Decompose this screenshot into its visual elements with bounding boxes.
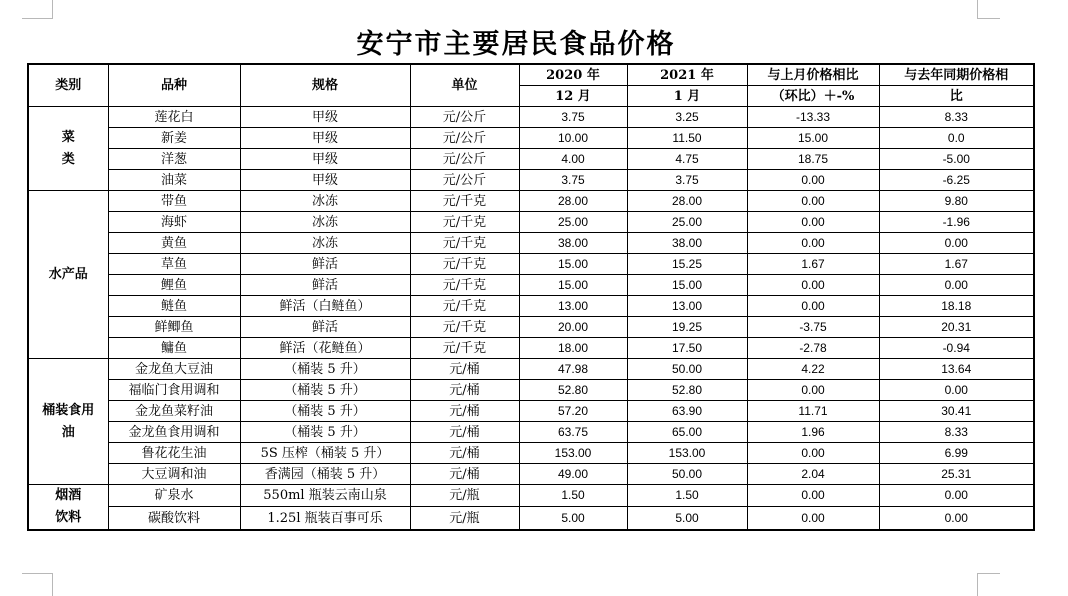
table-row: [28, 128, 1034, 149]
unit-cell: 元/千克: [410, 191, 519, 212]
category-cell: 桶装食用 油: [28, 359, 108, 485]
cur-price-cell: 153.00: [627, 443, 747, 464]
variety-cell: 黄鱼: [108, 233, 240, 254]
header-cur-month: 1 月: [627, 86, 747, 107]
yoy-change-cell: -5.00: [879, 149, 1034, 170]
header-prev-month: 12 月: [519, 86, 627, 107]
variety-cell: 鲁花花生油: [108, 443, 240, 464]
prev-price-cell: 47.98: [519, 359, 627, 380]
spec-cell: （桶装 5 升）: [240, 401, 410, 422]
prev-price-cell: 3.75: [519, 170, 627, 191]
table-row: [28, 191, 1034, 212]
variety-cell: 碳酸饮料: [108, 507, 240, 530]
yoy-change-cell: 30.41: [879, 401, 1034, 422]
mom-change-cell: 0.00: [747, 191, 879, 212]
variety-cell: 草鱼: [108, 254, 240, 275]
yoy-change-cell: 0.00: [879, 380, 1034, 401]
table-row: [28, 338, 1034, 359]
unit-cell: 元/桶: [410, 464, 519, 485]
spec-cell: 1.25l 瓶装百事可乐: [240, 507, 410, 530]
prev-price-cell: 25.00: [519, 212, 627, 233]
spec-cell: （桶装 5 升）: [240, 359, 410, 380]
page-corner-mark: [22, 0, 53, 19]
prev-price-cell: 4.00: [519, 149, 627, 170]
table-row: [28, 359, 1034, 380]
prev-price-cell: 52.80: [519, 380, 627, 401]
yoy-change-cell: 25.31: [879, 464, 1034, 485]
variety-cell: 鲤鱼: [108, 275, 240, 296]
variety-cell: 油菜: [108, 170, 240, 191]
mom-change-cell: 0.00: [747, 170, 879, 191]
mom-change-cell: 0.00: [747, 275, 879, 296]
cur-price-cell: 5.00: [627, 507, 747, 530]
mom-change-cell: 0.00: [747, 380, 879, 401]
spec-cell: 甲级: [240, 128, 410, 149]
spec-cell: 甲级: [240, 107, 410, 128]
cur-price-cell: 63.90: [627, 401, 747, 422]
prev-price-cell: 10.00: [519, 128, 627, 149]
header-row: [28, 64, 1034, 86]
variety-cell: 莲花白: [108, 107, 240, 128]
spec-cell: 冰冻: [240, 191, 410, 212]
cur-price-cell: 50.00: [627, 464, 747, 485]
unit-cell: 元/公斤: [410, 170, 519, 191]
mom-change-cell: 0.00: [747, 296, 879, 317]
prev-price-cell: 3.75: [519, 107, 627, 128]
yoy-change-cell: 0.0: [879, 128, 1034, 149]
cur-price-cell: 25.00: [627, 212, 747, 233]
mom-change-cell: 0.00: [747, 233, 879, 254]
cur-price-cell: 28.00: [627, 191, 747, 212]
table-row: [28, 149, 1034, 170]
mom-change-cell: 11.71: [747, 401, 879, 422]
spec-cell: 香满园（桶装 5 升）: [240, 464, 410, 485]
unit-cell: 元/千克: [410, 338, 519, 359]
variety-cell: 福临门食用调和: [108, 380, 240, 401]
yoy-change-cell: 0.00: [879, 507, 1034, 530]
cur-price-cell: 11.50: [627, 128, 747, 149]
document-title: 安宁市主要居民食品价格: [356, 29, 676, 60]
header-variety: 品种: [108, 64, 240, 107]
unit-cell: 元/公斤: [410, 107, 519, 128]
spec-cell: 鲜活: [240, 317, 410, 338]
yoy-change-cell: -0.94: [879, 338, 1034, 359]
prev-price-cell: 49.00: [519, 464, 627, 485]
spec-cell: 5S 压榨（桶装 5 升）: [240, 443, 410, 464]
cur-price-cell: 1.50: [627, 485, 747, 507]
yoy-change-cell: 13.64: [879, 359, 1034, 380]
header-unit: 单位: [410, 64, 519, 107]
unit-cell: 元/公斤: [410, 128, 519, 149]
page-corner-mark: [22, 573, 53, 596]
cur-price-cell: 3.75: [627, 170, 747, 191]
table-row: [28, 296, 1034, 317]
mom-change-cell: 0.00: [747, 507, 879, 530]
table-row: [28, 485, 1034, 507]
prev-price-cell: 28.00: [519, 191, 627, 212]
spec-cell: 鲜活（花鲢鱼）: [240, 338, 410, 359]
spec-cell: （桶装 5 升）: [240, 380, 410, 401]
variety-cell: 矿泉水: [108, 485, 240, 507]
page-corner-mark: [977, 573, 1000, 596]
variety-cell: 海虾: [108, 212, 240, 233]
mom-change-cell: 1.67: [747, 254, 879, 275]
mom-change-cell: -13.33: [747, 107, 879, 128]
yoy-change-cell: -6.25: [879, 170, 1034, 191]
unit-cell: 元/千克: [410, 317, 519, 338]
variety-cell: 大豆调和油: [108, 464, 240, 485]
price-table: [27, 63, 1035, 531]
table-row: [28, 422, 1034, 443]
mom-change-cell: 15.00: [747, 128, 879, 149]
yoy-change-cell: 0.00: [879, 485, 1034, 507]
table-row: [28, 170, 1034, 191]
variety-cell: 金龙鱼菜籽油: [108, 401, 240, 422]
cur-price-cell: 15.25: [627, 254, 747, 275]
mom-change-cell: 4.22: [747, 359, 879, 380]
unit-cell: 元/千克: [410, 233, 519, 254]
mom-change-cell: 18.75: [747, 149, 879, 170]
prev-price-cell: 18.00: [519, 338, 627, 359]
page-corner-mark: [977, 0, 1000, 19]
category-cell: 菜 类: [28, 107, 108, 191]
prev-price-cell: 15.00: [519, 254, 627, 275]
prev-price-cell: 20.00: [519, 317, 627, 338]
spec-cell: 甲级: [240, 149, 410, 170]
table-row: [28, 464, 1034, 485]
prev-price-cell: 153.00: [519, 443, 627, 464]
yoy-change-cell: 6.99: [879, 443, 1034, 464]
cur-price-cell: 13.00: [627, 296, 747, 317]
prev-price-cell: 63.75: [519, 422, 627, 443]
mom-change-cell: 0.00: [747, 485, 879, 507]
variety-cell: 鳙鱼: [108, 338, 240, 359]
yoy-change-cell: 0.00: [879, 233, 1034, 254]
variety-cell: 金龙鱼食用调和: [108, 422, 240, 443]
mom-change-cell: 0.00: [747, 443, 879, 464]
header-spec: 规格: [240, 64, 410, 107]
spec-cell: 鲜活（白鲢鱼）: [240, 296, 410, 317]
yoy-change-cell: 0.00: [879, 275, 1034, 296]
unit-cell: 元/千克: [410, 254, 519, 275]
unit-cell: 元/千克: [410, 296, 519, 317]
spec-cell: 鲜活: [240, 275, 410, 296]
yoy-change-cell: -1.96: [879, 212, 1034, 233]
table-row: [28, 233, 1034, 254]
unit-cell: 元/公斤: [410, 149, 519, 170]
header-category: 类别: [28, 64, 108, 107]
category-cell: 水产品: [28, 191, 108, 359]
cur-price-cell: 19.25: [627, 317, 747, 338]
header-mom-line1: 与上月价格相比: [747, 64, 879, 86]
unit-cell: 元/桶: [410, 359, 519, 380]
prev-price-cell: 13.00: [519, 296, 627, 317]
header-prev-year: 2020 年: [519, 64, 627, 86]
header-cur-year: 2021 年: [627, 64, 747, 86]
table-row: [28, 401, 1034, 422]
yoy-change-cell: 9.80: [879, 191, 1034, 212]
table-row: [28, 507, 1034, 530]
unit-cell: 元/桶: [410, 443, 519, 464]
table-row: [28, 380, 1034, 401]
yoy-change-cell: 18.18: [879, 296, 1034, 317]
table-row: [28, 317, 1034, 338]
unit-cell: 元/瓶: [410, 507, 519, 530]
unit-cell: 元/桶: [410, 401, 519, 422]
table-body: [28, 107, 1034, 531]
variety-cell: 洋葱: [108, 149, 240, 170]
unit-cell: 元/桶: [410, 422, 519, 443]
mom-change-cell: 0.00: [747, 212, 879, 233]
yoy-change-cell: 8.33: [879, 107, 1034, 128]
cur-price-cell: 17.50: [627, 338, 747, 359]
spec-cell: 冰冻: [240, 233, 410, 254]
variety-cell: 鲜鲫鱼: [108, 317, 240, 338]
unit-cell: 元/桶: [410, 380, 519, 401]
variety-cell: 鲢鱼: [108, 296, 240, 317]
cur-price-cell: 4.75: [627, 149, 747, 170]
cur-price-cell: 15.00: [627, 275, 747, 296]
header-mom-line2: （环比）＋-%: [747, 86, 879, 107]
table-row: [28, 275, 1034, 296]
mom-change-cell: -2.78: [747, 338, 879, 359]
table-row: [28, 443, 1034, 464]
prev-price-cell: 15.00: [519, 275, 627, 296]
variety-cell: 金龙鱼大豆油: [108, 359, 240, 380]
yoy-change-cell: 8.33: [879, 422, 1034, 443]
table-row: [28, 212, 1034, 233]
unit-cell: 元/千克: [410, 212, 519, 233]
spec-cell: （桶装 5 升）: [240, 422, 410, 443]
unit-cell: 元/千克: [410, 275, 519, 296]
unit-cell: 元/瓶: [410, 485, 519, 507]
variety-cell: 新姜: [108, 128, 240, 149]
yoy-change-cell: 1.67: [879, 254, 1034, 275]
mom-change-cell: 1.96: [747, 422, 879, 443]
cur-price-cell: 50.00: [627, 359, 747, 380]
spec-cell: 冰冻: [240, 212, 410, 233]
header-yoy-line2: 比: [879, 86, 1034, 107]
spec-cell: 550ml 瓶装云南山泉: [240, 485, 410, 507]
cur-price-cell: 65.00: [627, 422, 747, 443]
cur-price-cell: 52.80: [627, 380, 747, 401]
table-row: [28, 107, 1034, 128]
prev-price-cell: 57.20: [519, 401, 627, 422]
category-cell: 烟酒 饮料: [28, 485, 108, 531]
spec-cell: 甲级: [240, 170, 410, 191]
table-row: [28, 254, 1034, 275]
header-yoy-line1: 与去年同期价格相: [879, 64, 1034, 86]
cur-price-cell: 3.25: [627, 107, 747, 128]
mom-change-cell: -3.75: [747, 317, 879, 338]
cur-price-cell: 38.00: [627, 233, 747, 254]
prev-price-cell: 1.50: [519, 485, 627, 507]
variety-cell: 带鱼: [108, 191, 240, 212]
yoy-change-cell: 20.31: [879, 317, 1034, 338]
prev-price-cell: 38.00: [519, 233, 627, 254]
spec-cell: 鲜活: [240, 254, 410, 275]
mom-change-cell: 2.04: [747, 464, 879, 485]
prev-price-cell: 5.00: [519, 507, 627, 530]
